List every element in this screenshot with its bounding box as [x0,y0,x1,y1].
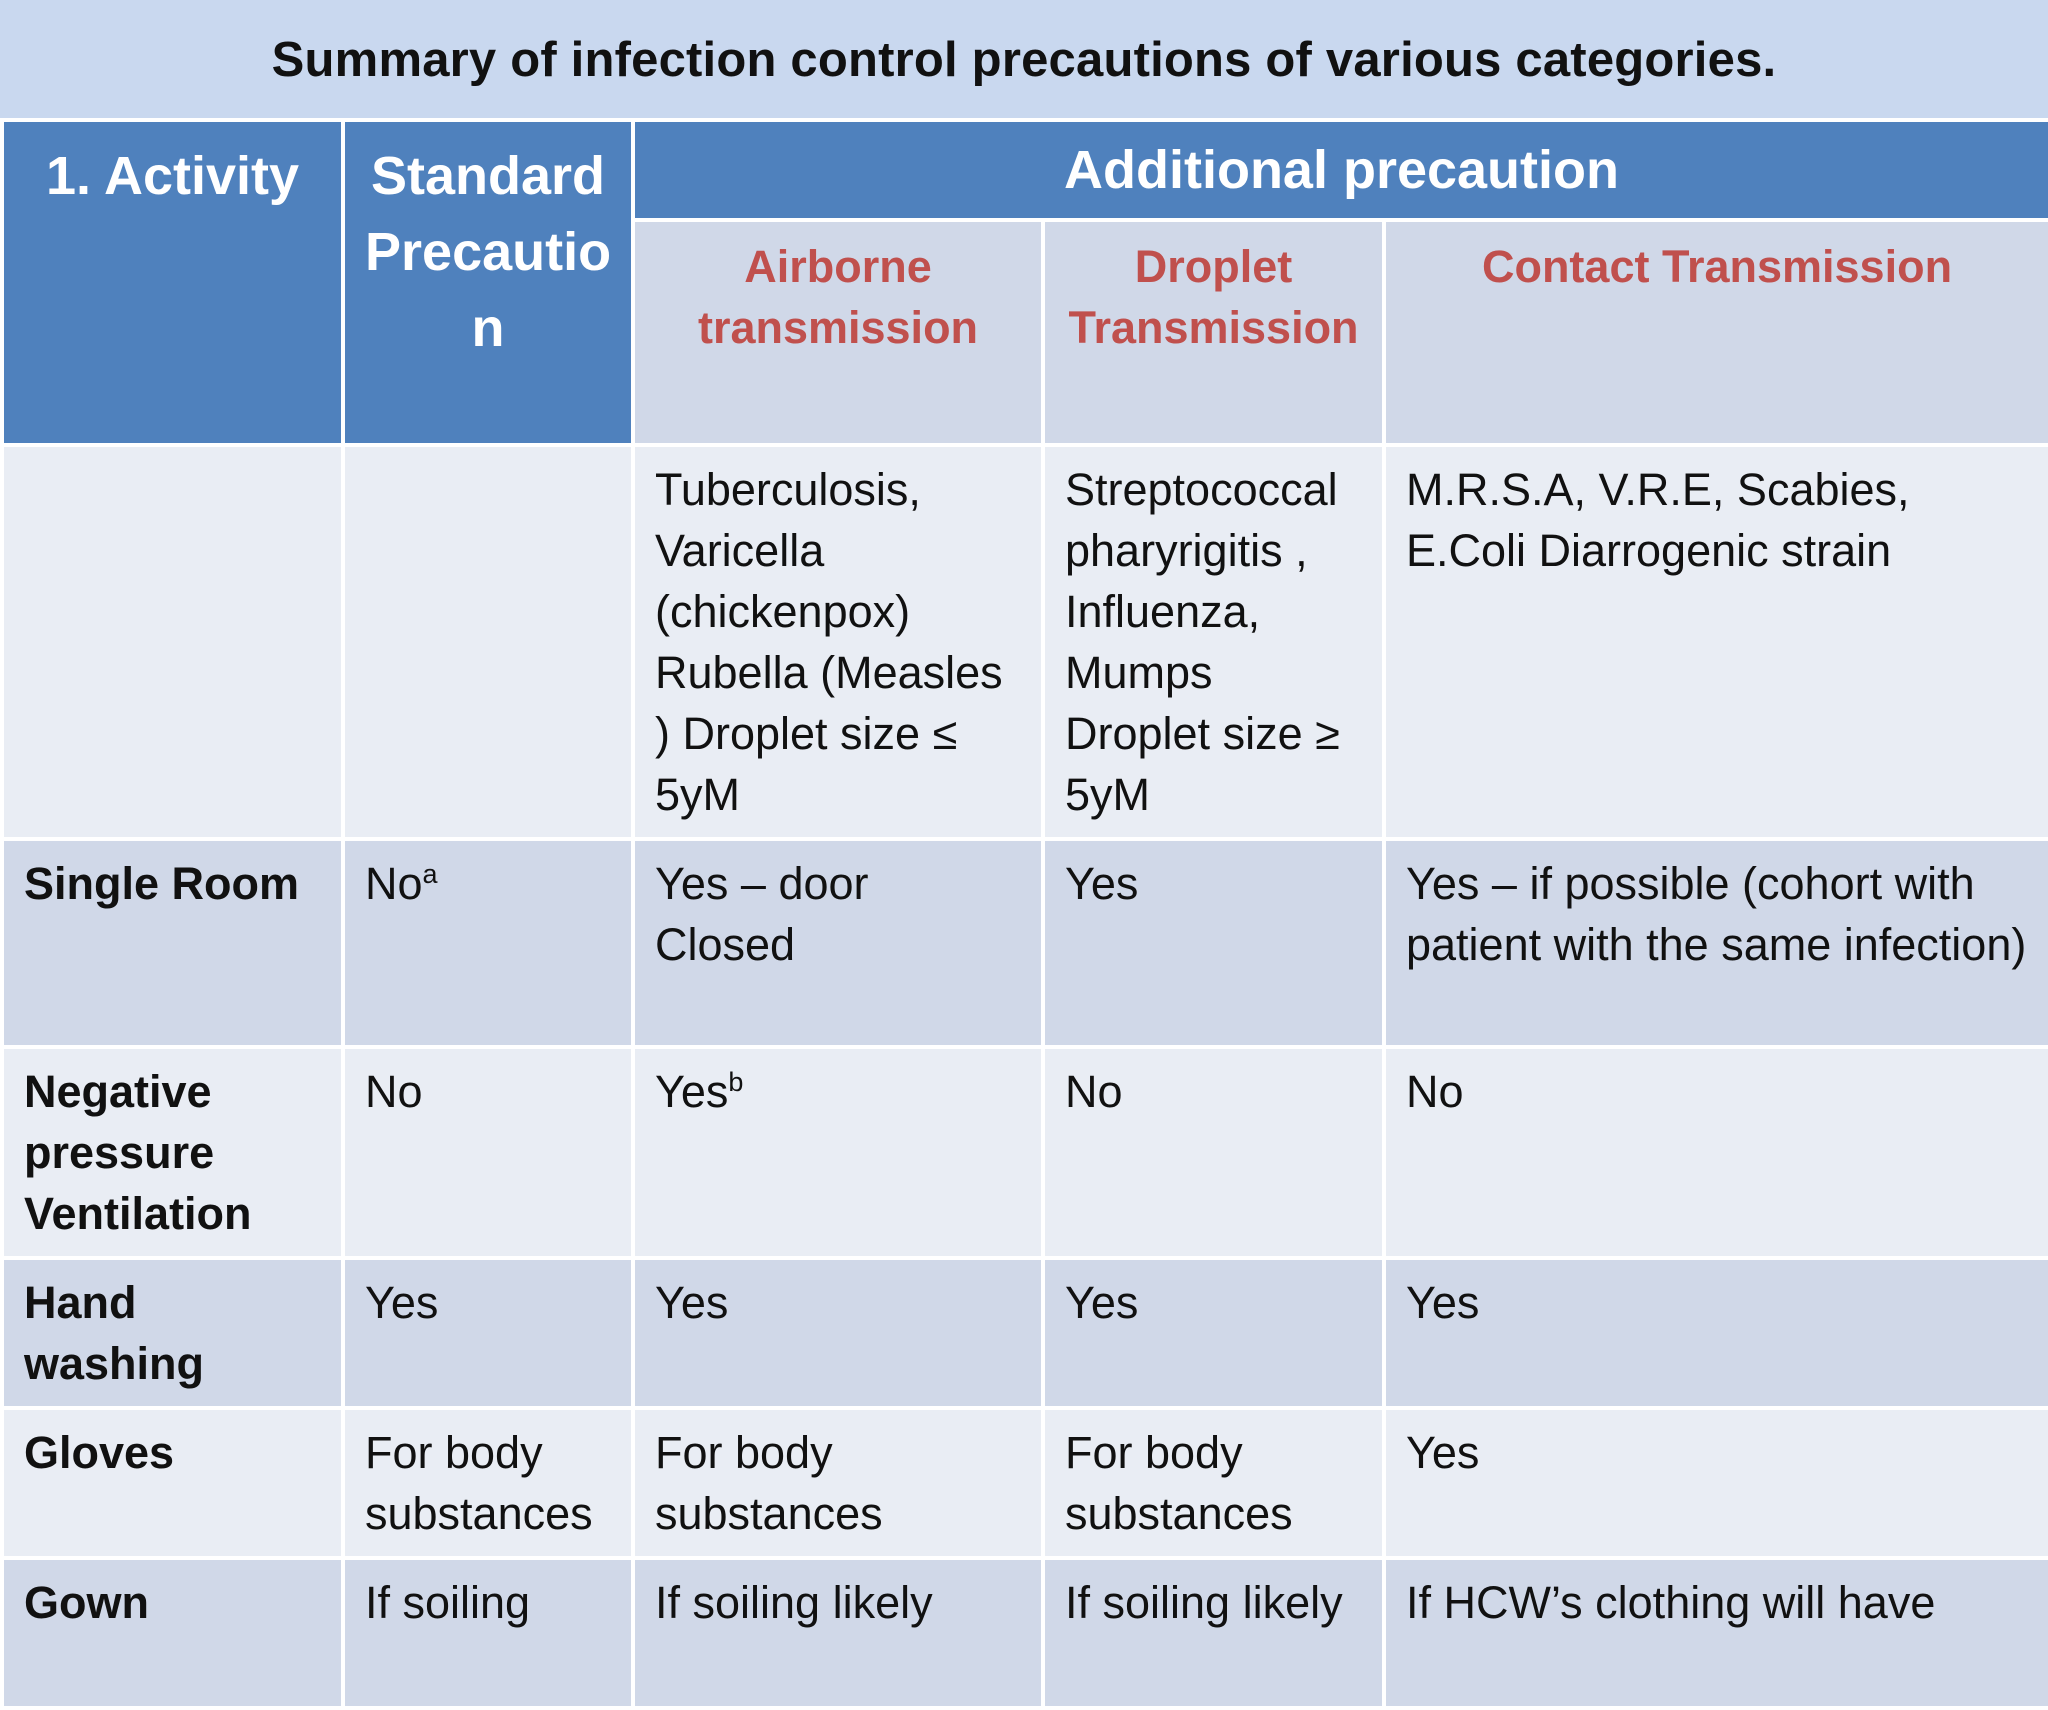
table-cell: Yes – if possible (cohort with patient with the same infection) [1384,839,2048,1047]
examples-airborne-cell: Tuberculosis, Varicella (chickenpox) Rubella (Measles ) Droplet size ≤ 5yM [633,445,1043,839]
header-airborne: Airborne transmission [633,220,1043,445]
examples-droplet-cell: Streptococcal pharyrigitis , Influenza, Mumps Droplet size ≥ 5yM [1043,445,1384,839]
title-bar [0,0,2048,120]
row-label: Hand washing [2,1258,343,1408]
table-cell: If soiling [343,1558,633,1708]
header-droplet: Droplet Transmission [1043,220,1384,445]
table-cell: Yes [1043,839,1384,1047]
table-cell: No [1043,1047,1384,1258]
table-row [2,839,2048,1047]
table-cell: Yes [343,1258,633,1408]
table-row [2,1258,2048,1408]
row-label: Gloves [2,1408,343,1558]
header-row [2,120,2048,220]
table-cell: If soiling likely [1043,1558,1384,1708]
table-cell: Yes [1384,1408,2048,1558]
header-standard: Standard Precautio n [343,120,633,445]
table-cell: If soiling likely [633,1558,1043,1708]
page-title: Summary of infection control precautions of various categories. [271,33,1777,87]
examples-contact-cell: M.R.S.A, V.R.E, Scabies, E.Coli Diarrogenic strain [1384,445,2048,839]
table-cell: If HCW’s clothing will have [1384,1558,2048,1708]
table-cell [343,839,633,1047]
table-cell [633,1047,1043,1258]
footnote-marker: a [422,859,438,889]
footnote-marker: b [728,1067,744,1097]
table-cell: Yes – door Closed [633,839,1043,1047]
table-row [2,1047,2048,1258]
table-cell: Yes [1384,1258,2048,1408]
cell-text: No [365,858,423,909]
table-row [2,1558,2048,1708]
row-label: Negative pressure Ventilation [2,1047,343,1258]
table-cell: For body substances [1043,1408,1384,1558]
table-cell: Yes [633,1258,1043,1408]
header-additional: Additional precaution [633,120,2048,220]
header-activity: 1. Activity [2,120,343,445]
precautions-table [0,118,2048,1710]
table-cell: For body substances [633,1408,1043,1558]
table-cell: No [343,1047,633,1258]
examples-standard-cell [343,445,633,839]
cell-text: Yes [655,1066,729,1117]
header-contact: Contact Transmission [1384,220,2048,445]
table-cell: Yes [1043,1258,1384,1408]
table-cell: For body substances [343,1408,633,1558]
table-row-examples [2,445,2048,839]
table-cell: No [1384,1047,2048,1258]
examples-activity-cell [2,445,343,839]
row-label: Single Room [2,839,343,1047]
row-label: Gown [2,1558,343,1708]
